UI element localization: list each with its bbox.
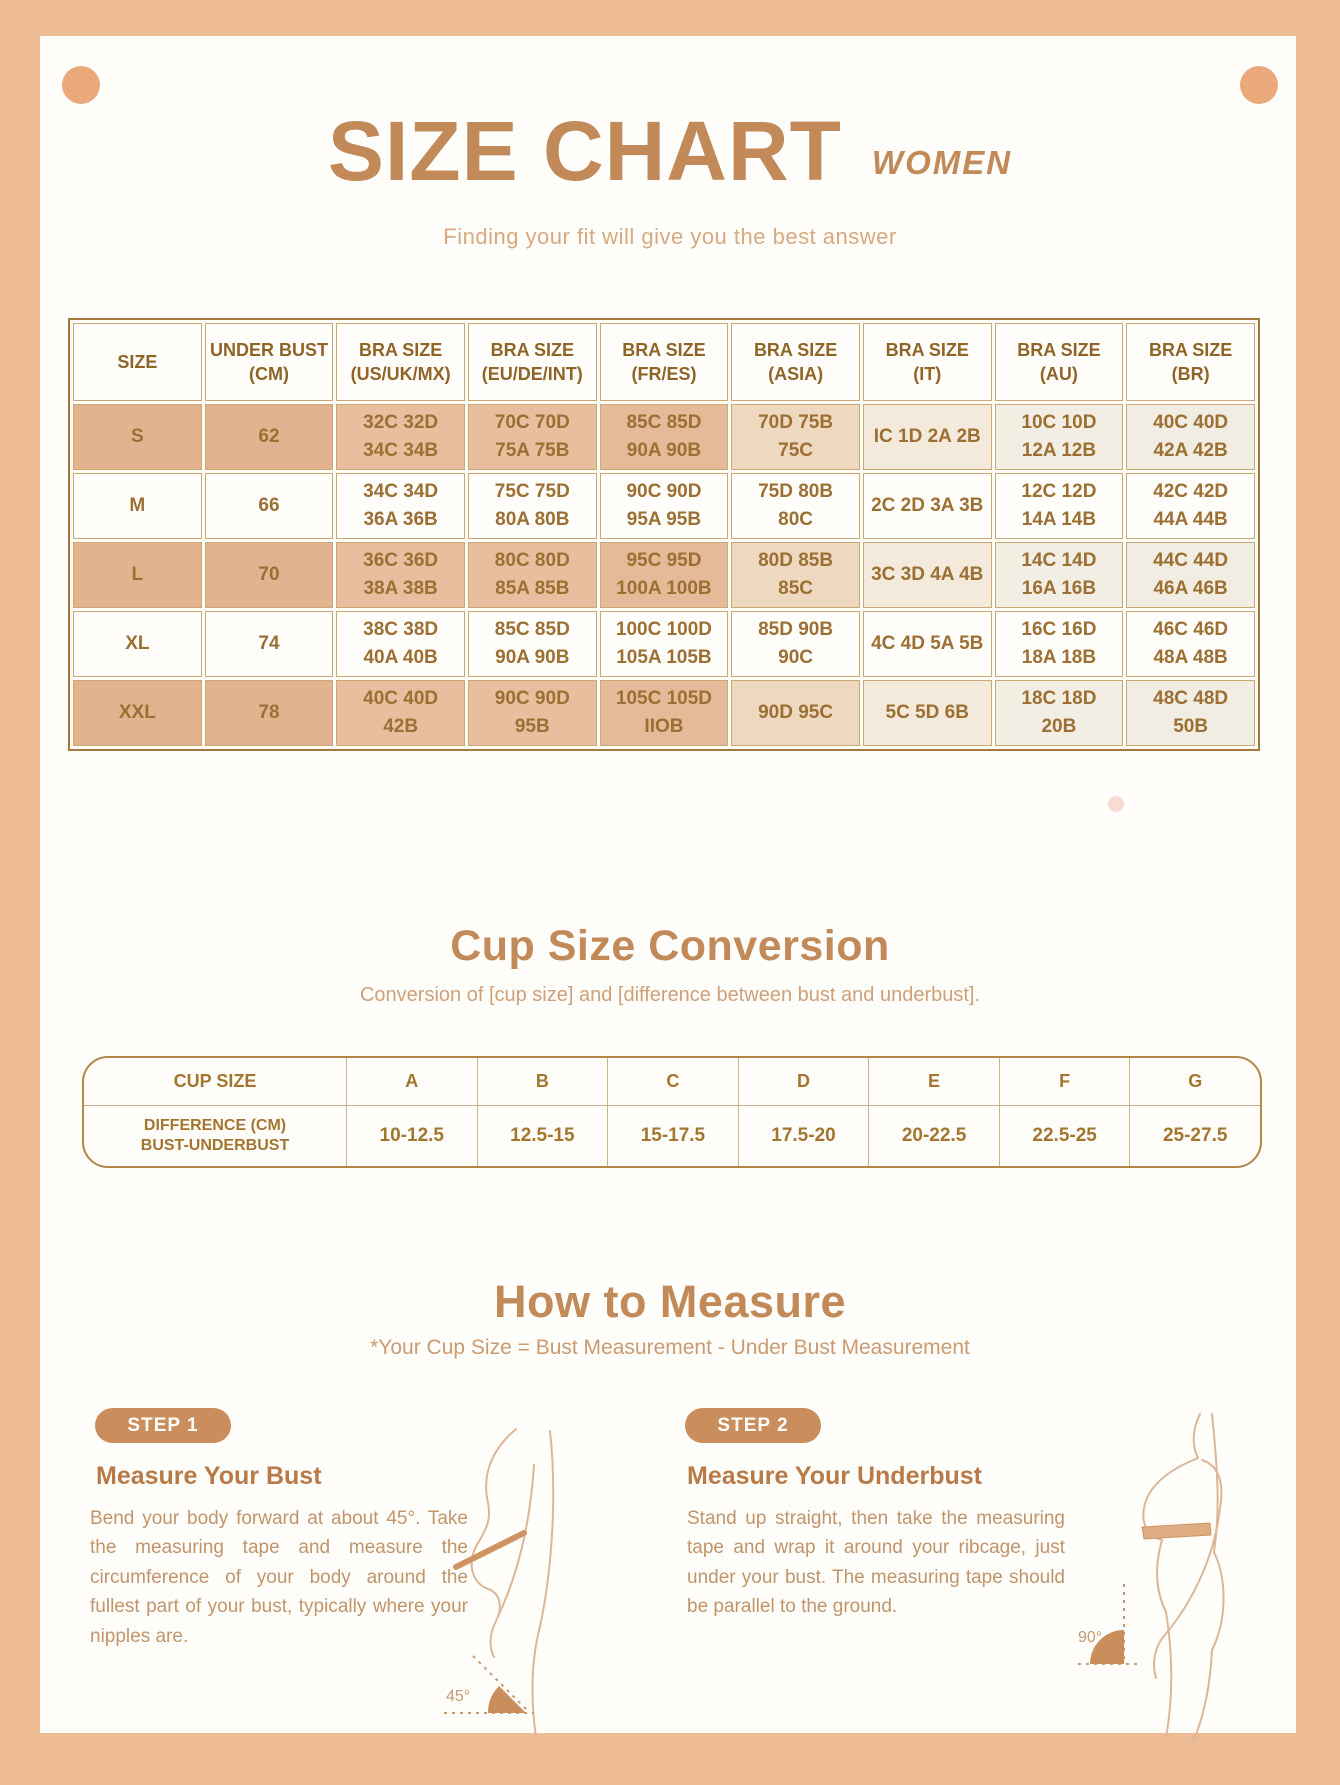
size-chart-column-header <box>336 323 465 401</box>
column-header-line2: (AU) <box>1039 364 1078 384</box>
cell-line: 75D 80B <box>758 480 834 502</box>
cup-letter: G <box>1188 1071 1203 1091</box>
cup-letter-cell <box>738 1058 869 1105</box>
cell-line: 3C 3D 4A 4B <box>871 563 984 585</box>
cup-letter-cell <box>607 1058 738 1105</box>
header <box>0 104 1340 198</box>
difference-value: 22.5-25 <box>1032 1125 1097 1146</box>
cell-line: 80D 85B <box>758 549 834 571</box>
cell-line: 85D 90B <box>758 618 834 640</box>
step2-heading: Measure Your Underbust <box>687 1462 982 1490</box>
cup-letter-cell <box>477 1058 608 1105</box>
column-header-line2: (FR/ES) <box>631 364 697 384</box>
cell-line: 78 <box>258 701 280 723</box>
cell-line: 18C 18D <box>1021 687 1097 709</box>
cup-letter: B <box>535 1071 549 1091</box>
table-cell <box>336 473 465 539</box>
table-cell <box>731 473 860 539</box>
table-row <box>73 680 1255 746</box>
cup-letter-cell <box>868 1058 999 1105</box>
table-cell <box>600 611 729 677</box>
cell-line: XXL <box>118 701 156 723</box>
table-cell <box>468 680 597 746</box>
cup-letter-cell <box>999 1058 1130 1105</box>
cell-line: 100A 100B <box>616 578 712 599</box>
table-cell <box>863 473 992 539</box>
table-cell <box>731 404 860 470</box>
table-cell <box>468 542 597 608</box>
cell-line: 105C 105D <box>615 687 713 709</box>
difference-label-line: DIFFERENCE (CM) <box>143 1117 287 1134</box>
difference-value: 12.5-15 <box>510 1125 575 1146</box>
cell-line: 40C 40D <box>363 687 439 709</box>
cup-conversion-title: Cup Size Conversion <box>450 922 890 970</box>
table-cell <box>73 473 202 539</box>
table-cell <box>336 611 465 677</box>
size-chart-column-header <box>731 323 860 401</box>
step1-badge: STEP 1 <box>95 1408 231 1443</box>
step2-badge: STEP 2 <box>685 1408 821 1443</box>
cell-line: 44A 44B <box>1153 509 1228 530</box>
size-chart-column-header <box>205 323 334 401</box>
cup-size-label <box>84 1058 346 1105</box>
step1-body: Bend your body forward at about 45°. Take the measuring tape and measure the circumference of your body around the fullest part of your bust, typically where your nipples are. <box>90 1508 468 1647</box>
difference-label-line: BUST-UNDERBUST <box>140 1137 290 1154</box>
cell-line: 5C 5D 6B <box>885 701 969 723</box>
cell-line: 70C 70D <box>494 411 570 433</box>
table-cell <box>468 611 597 677</box>
cell-line: 70 <box>258 563 280 585</box>
table-cell <box>731 680 860 746</box>
column-header-line2: (EU/DE/INT) <box>481 364 583 384</box>
cell-line: 80C 80D <box>494 549 570 571</box>
cell-line: 95A 95B <box>626 509 702 530</box>
table-cell <box>1126 680 1255 746</box>
table-cell <box>731 542 860 608</box>
step1-angle-label: 45° <box>446 1688 471 1705</box>
table-cell <box>731 611 860 677</box>
step2-angle-label: 90° <box>1078 1629 1103 1646</box>
table-cell <box>73 680 202 746</box>
how-to-measure-subtitle: *Your Cup Size = Bust Measurement - Under Bust Measurement <box>370 1336 970 1359</box>
table-cell <box>600 404 729 470</box>
column-header-line1: BRA SIZE <box>753 339 838 360</box>
size-chart-header <box>73 323 1255 401</box>
cell-line: 75C 75D <box>494 480 570 502</box>
difference-label <box>84 1105 346 1166</box>
size-chart-column-header <box>1126 323 1255 401</box>
cell-line: S <box>130 425 144 447</box>
underbust-measure-illustration <box>1072 1412 1290 1744</box>
size-chart-header-row <box>73 323 1255 401</box>
cell-line: 20B <box>1041 716 1077 737</box>
table-cell <box>73 611 202 677</box>
table-cell <box>600 473 729 539</box>
difference-value-cell <box>868 1105 999 1166</box>
difference-value: 25-27.5 <box>1162 1125 1228 1146</box>
table-cell <box>1126 542 1255 608</box>
cup-letter: A <box>405 1071 419 1091</box>
cell-line: 74 <box>258 632 280 654</box>
cell-line: 16C 16D <box>1021 618 1097 640</box>
cell-line: 34C 34D <box>363 480 439 502</box>
table-cell <box>73 542 202 608</box>
cell-line: 14C 14D <box>1021 549 1097 571</box>
decorative-circle-left <box>62 66 100 104</box>
column-header-line1: BRA SIZE <box>1148 339 1233 360</box>
audience-label: WOMEN <box>871 143 1013 181</box>
cup-letter-cell <box>1129 1058 1260 1105</box>
cell-line: 90D 95C <box>758 701 834 723</box>
cell-line: 95B <box>514 716 550 737</box>
cell-line: 70D 75B <box>758 411 834 433</box>
cell-line: 46C 46D <box>1153 618 1229 640</box>
table-cell <box>468 404 597 470</box>
column-header-line1: BRA SIZE <box>490 339 574 360</box>
difference-value: 20-22.5 <box>901 1125 967 1146</box>
table-cell <box>995 473 1124 539</box>
cell-line: 90A 90B <box>495 647 570 668</box>
difference-value-cell <box>477 1105 608 1166</box>
column-header-line2: (CM) <box>248 364 289 384</box>
cup-letter: E <box>928 1071 941 1091</box>
table-cell <box>600 680 729 746</box>
cell-line: 42A 42B <box>1153 440 1228 461</box>
cell-line: 62 <box>258 425 280 447</box>
cell-line: M <box>129 494 146 516</box>
table-cell <box>1126 611 1255 677</box>
table-cell <box>1126 404 1255 470</box>
cell-line: 90C 90D <box>494 687 570 709</box>
cell-line: IIOB <box>644 716 684 737</box>
column-header-line1: BRA SIZE <box>1017 339 1101 360</box>
cell-line: 75C <box>778 440 814 461</box>
cell-line: 80A 80B <box>495 509 570 530</box>
cell-line: 16A 16B <box>1021 578 1097 599</box>
cell-line: 36A 36B <box>363 509 438 530</box>
cell-line: 46A 46B <box>1153 578 1228 599</box>
table-cell <box>205 680 334 746</box>
difference-value-cell <box>999 1105 1130 1166</box>
cell-line: 85C <box>778 578 814 599</box>
cell-line: 85C 85D <box>494 618 570 640</box>
size-chart-column-header <box>863 323 992 401</box>
cell-line: 18A 18B <box>1021 647 1097 668</box>
table-cell <box>336 680 465 746</box>
column-header-line2: (IT) <box>913 364 942 384</box>
cell-line: 36C 36D <box>363 549 439 571</box>
table-cell <box>205 542 334 608</box>
column-header-line1: SIZE <box>117 351 158 372</box>
size-chart-column-header <box>73 323 202 401</box>
table-cell <box>336 404 465 470</box>
cup-letter: C <box>666 1071 680 1091</box>
size-chart-column-header <box>468 323 597 401</box>
cell-line: 14A 14B <box>1021 509 1097 530</box>
table-row <box>73 404 1255 470</box>
cup-letter: D <box>796 1071 810 1091</box>
size-chart-column-header <box>600 323 729 401</box>
cell-line: 95C 95D <box>626 549 702 571</box>
cell-line: 4C 4D 5A 5B <box>871 632 984 654</box>
cell-line: 40C 40D <box>1153 411 1229 433</box>
table-cell <box>73 404 202 470</box>
cup-conversion-table <box>82 1056 1262 1168</box>
cell-line: 2C 2D 3A 3B <box>871 494 984 516</box>
table-row <box>73 473 1255 539</box>
cell-line: 105A 105B <box>616 647 712 668</box>
column-header-line1: BRA SIZE <box>622 339 706 360</box>
difference-value-cell <box>1129 1105 1260 1166</box>
cell-line: 85C 85D <box>626 411 702 433</box>
cell-line: 40A 40B <box>363 647 438 668</box>
table-cell <box>995 611 1124 677</box>
cell-line: 90C 90D <box>626 480 702 502</box>
step2-body: Stand up straight, then take the measuring tape and wrap it around your ribcage, just under your bust. The measuring tape should be parallel to the ground. <box>687 1508 1065 1618</box>
column-header-line2: (ASIA) <box>768 364 824 384</box>
table-row <box>73 611 1255 677</box>
difference-value: 15-17.5 <box>640 1125 706 1146</box>
size-chart-body <box>73 404 1255 746</box>
difference-value-cell <box>346 1105 477 1166</box>
size-chart-table <box>68 318 1260 751</box>
cell-line: 48A 48B <box>1153 647 1228 668</box>
cell-line: 66 <box>258 494 280 516</box>
cell-line: 34C 34B <box>363 440 439 461</box>
table-cell <box>863 542 992 608</box>
cell-line: 85A 85B <box>495 578 570 599</box>
page-title: SIZE CHART <box>327 104 842 198</box>
cell-line: 100C 100D <box>615 618 713 640</box>
table-cell <box>995 680 1124 746</box>
table-cell <box>995 542 1124 608</box>
table-cell <box>205 473 334 539</box>
table-cell <box>600 542 729 608</box>
measuring-tape-icon <box>456 1533 524 1567</box>
cup-letter-cell <box>346 1058 477 1105</box>
cell-line: 48C 48D <box>1153 687 1229 709</box>
column-header-line2: (US/UK/MX) <box>350 364 451 384</box>
table-cell <box>995 404 1124 470</box>
tagline: Finding your fit will give you the best answer <box>443 224 897 249</box>
cell-line: 12C 12D <box>1021 480 1097 502</box>
cell-line: 50B <box>1173 716 1209 737</box>
cell-line: 38A 38B <box>363 578 438 599</box>
difference-value-cell <box>738 1105 869 1166</box>
cell-line: 42C 42D <box>1153 480 1229 502</box>
column-header-line1: BRA SIZE <box>885 339 969 360</box>
cell-line: IC 1D 2A 2B <box>873 425 981 447</box>
decorative-circle-right <box>1240 66 1278 104</box>
step1-heading: Measure Your Bust <box>96 1462 322 1490</box>
table-cell <box>863 611 992 677</box>
cell-line: 38C 38D <box>363 618 439 640</box>
table-cell <box>205 611 334 677</box>
bust-measure-illustration <box>438 1425 583 1745</box>
cell-line: 32C 32D <box>363 411 439 433</box>
size-chart-column-header <box>995 323 1124 401</box>
table-cell <box>1126 473 1255 539</box>
table-cell <box>863 680 992 746</box>
cell-line: 42B <box>383 716 419 737</box>
cell-line: XL <box>125 632 150 654</box>
cell-line: L <box>131 563 144 585</box>
cup-letter: F <box>1059 1071 1071 1091</box>
table-cell <box>205 404 334 470</box>
table-cell <box>468 473 597 539</box>
cup-size-label-text: CUP SIZE <box>173 1071 257 1091</box>
cell-line: 80C <box>778 509 814 530</box>
table-cell <box>863 404 992 470</box>
cell-line: 44C 44D <box>1153 549 1229 571</box>
table-row <box>73 542 1255 608</box>
cell-line: 90C <box>778 647 814 668</box>
column-header-line2: (BR) <box>1171 364 1210 384</box>
cell-line: 75A 75B <box>495 440 570 461</box>
cell-line: 12A 12B <box>1021 440 1097 461</box>
cell-line: 10C 10D <box>1021 411 1097 433</box>
difference-value: 17.5-20 <box>771 1125 836 1146</box>
column-header-line1: UNDER BUST <box>209 339 328 360</box>
cell-line: 90A 90B <box>626 440 702 461</box>
cup-conversion-subtitle: Conversion of [cup size] and [difference between bust and underbust]. <box>359 984 981 1006</box>
decorative-dot <box>1108 796 1124 812</box>
column-header-line1: BRA SIZE <box>358 339 443 360</box>
measuring-tape-icon <box>1142 1523 1211 1539</box>
difference-value: 10-12.5 <box>379 1125 444 1146</box>
table-cell <box>336 542 465 608</box>
difference-value-cell <box>607 1105 738 1166</box>
how-to-measure-title: How to Measure <box>493 1276 847 1327</box>
